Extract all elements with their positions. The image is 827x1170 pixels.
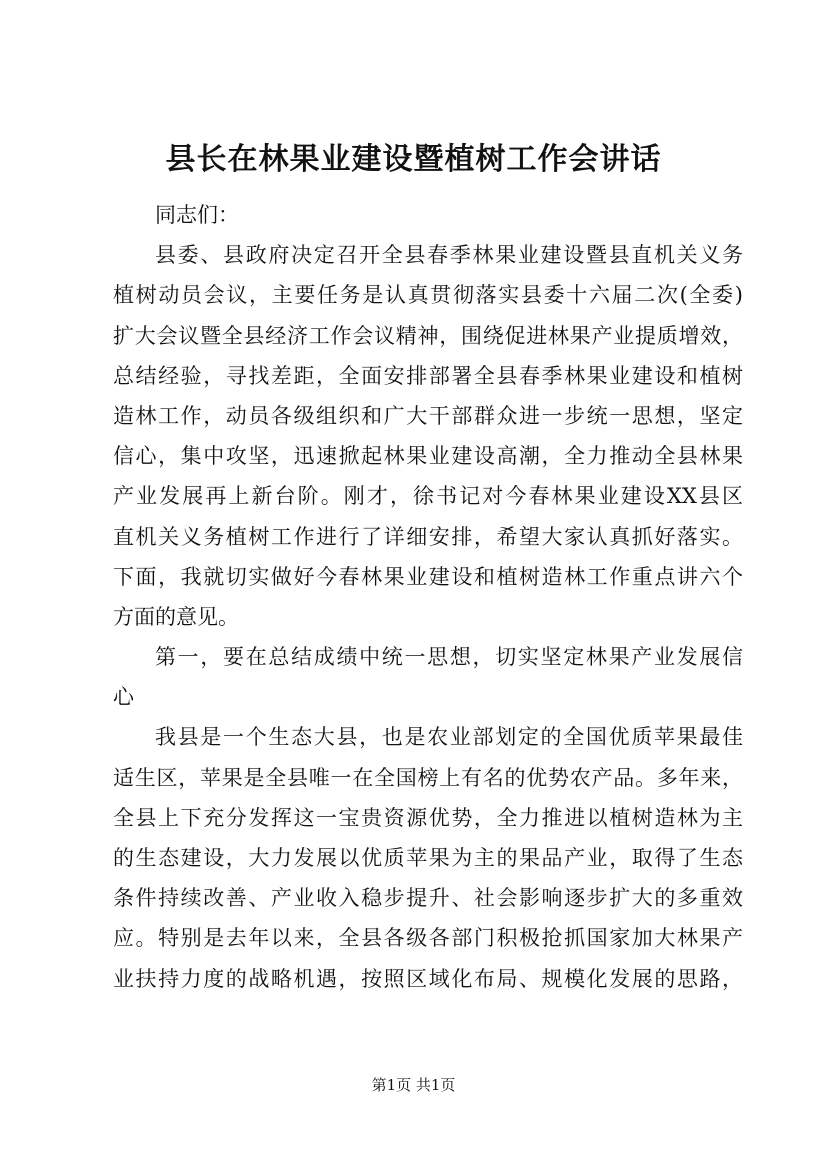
paragraph-line: 全县上下充分发挥这一宝贵资源优势，全力推进以植树造林为主 — [113, 805, 743, 830]
paragraph-line: 植树动员会议，主要任务是认真贯彻落实县委十六届二次(全委) — [113, 283, 743, 308]
paragraph-line: 条件持续改善、产业收入稳步提升、社会影响逐步扩大的多重效 — [113, 886, 743, 911]
document-body — [113, 195, 743, 999]
paragraph-line: 方面的意见。 — [113, 604, 239, 629]
paragraph-line: 扩大会议暨全县经济工作会议精神，围绕促进林果产业提质增效， — [113, 323, 743, 348]
salutation: 同志们： — [155, 203, 239, 227]
paragraph-line: 我县是一个生态大县，也是农业部划定的全国优质苹果最佳 — [155, 725, 743, 750]
paragraph-line: 应。特别是去年以来，全县各级各部门积极抢抓国家加大林果产 — [113, 926, 743, 951]
paragraph-line: 造林工作，动员各级组织和广大干部群众进一步统一思想，坚定 — [113, 403, 743, 428]
paragraph-line: 总结经验，寻找差距，全面安排部署全县春季林果业建设和植树 — [113, 363, 743, 388]
paragraph-line: 县委、县政府决定召开全县春季林果业建设暨县直机关义务 — [155, 243, 743, 268]
paragraph-line: 直机关义务植树工作进行了详细安排，希望大家认真抓好落实。 — [113, 524, 743, 549]
document-title: 县长在林果业建设暨植树工作会讲话 — [165, 142, 662, 177]
section-heading-line: 第一，要在总结成绩中统一思想，切实坚定林果产业发展信 — [155, 645, 743, 670]
paragraph-line: 产业发展再上新台阶。刚才，徐书记对今春林果业建设XX县区 — [113, 484, 743, 509]
paragraph-line: 下面，我就切实做好今春林果业建设和植树造林工作重点讲六个 — [113, 564, 743, 589]
section-heading-line: 心 — [113, 685, 134, 710]
paragraph-line: 业扶持力度的战略机遇，按照区域化布局、规模化发展的思路， — [113, 966, 743, 991]
paragraph-line: 信心，集中攻坚，迅速掀起林果业建设高潮，全力推动全县林果 — [113, 444, 743, 469]
page-number-footer: 第1页 共1页 — [371, 1076, 456, 1094]
paragraph-line: 适生区，苹果是全县唯一在全国榜上有名的优势农产品。多年来， — [113, 765, 743, 790]
paragraph-line: 的生态建设，大力发展以优质苹果为主的果品产业，取得了生态 — [113, 846, 743, 870]
